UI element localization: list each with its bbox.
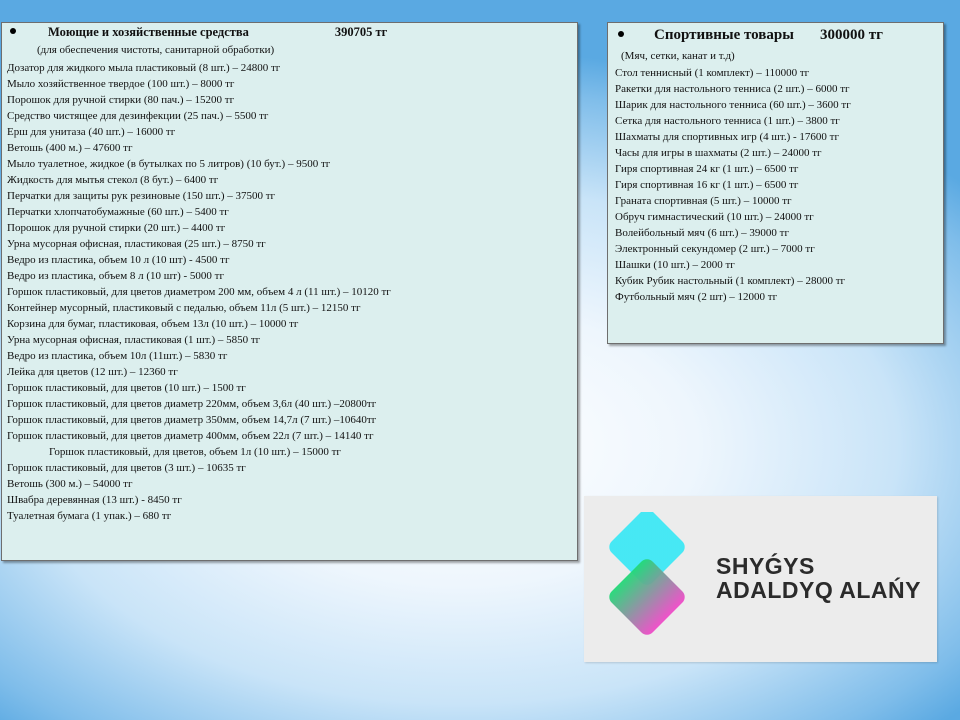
list-item: Урна мусорная офисная, пластиковая (25 шт.) – 8750 тг xyxy=(7,238,266,250)
list-item: Жидкость для мытья стекол (8 бут.) – 6400 тг xyxy=(7,174,219,186)
logo-line-1: SHYǴYS xyxy=(716,553,815,579)
list-item: Гиря спортивная 16 кг (1 шт.) – 6500 тг xyxy=(615,179,799,191)
sports-goods-title: Спортивные товары xyxy=(654,27,794,43)
list-item: Граната спортивная (5 шт.) – 10000 тг xyxy=(615,195,792,207)
list-item: Перчатки хлопчатобумажные (60 шт.) – 5400 тг xyxy=(7,206,229,218)
list-item: Стол теннисный (1 комплект) – 110000 тг xyxy=(615,67,810,79)
sports-goods-panel xyxy=(607,22,944,344)
list-item: Гиря спортивная 24 кг (1 шт.) – 6500 тг xyxy=(615,163,799,175)
list-item: Ведро из пластика, объем 8 л (10 шт) - 5000 тг xyxy=(7,270,224,282)
logo-wordmark xyxy=(716,554,921,602)
list-item: Сетка для настольного тенниса (1 шт.) – 3800 тг xyxy=(615,115,840,127)
list-item: Ветошь (300 м.) – 54000 тг xyxy=(7,478,133,490)
list-item: Горшок пластиковый, для цветов диаметром 200 мм, объем 4 л (11 шт.) – 10120 тг xyxy=(7,286,391,298)
cleaning-supplies-subtitle: (для обеспечения чистоты, санитарной обработки) xyxy=(37,44,275,56)
list-item: Порошок для ручной стирки (80 пач.) – 15200 тг xyxy=(7,94,235,106)
list-item: Урна мусорная офисная, пластиковая (1 шт.) – 5850 тг xyxy=(7,334,261,346)
list-item: Ведро из пластика, объем 10 л (10 шт) - 4500 тг xyxy=(7,254,230,266)
list-item: Часы для игры в шахматы (2 шт.) – 24000 тг xyxy=(615,147,822,159)
logo-gradient-diamond xyxy=(606,556,688,638)
list-item: Горшок пластиковый, для цветов (3 шт.) – 10635 тг xyxy=(7,462,246,474)
list-item: Швабра деревянная (13 шт.) - 8450 тг xyxy=(7,494,182,506)
list-item: Шашки (10 шт.) – 2000 тг xyxy=(615,259,735,271)
list-item: Кубик Рубик настольный (1 комплект) – 28000 тг xyxy=(615,275,846,287)
sports-goods-header xyxy=(615,27,937,49)
list-item: Дозатор для жидкого мыла пластиковый (8 шт.) – 24800 тг xyxy=(7,62,281,74)
list-item: Ветошь (400 м.) – 47600 тг xyxy=(7,142,133,154)
bullet-icon xyxy=(10,28,16,34)
sports-goods-subtitle: (Мяч, сетки, канат и т.д) xyxy=(621,50,735,62)
cleaning-supplies-title: Моющие и хозяйственные средства xyxy=(48,25,249,39)
logo-mark-icon xyxy=(598,512,710,644)
list-item: Корзина для бумаг, пластиковая, объем 13л (10 шт.) – 10000 тг xyxy=(7,318,299,330)
list-item: Контейнер мусорный, пластиковый с педалью, объем 11л (5 шт.) – 12150 тг xyxy=(7,302,361,314)
list-item: Лейка для цветов (12 шт.) – 12360 тг xyxy=(7,366,178,378)
list-item: Волейбольный мяч (6 шт.) – 39000 тг xyxy=(615,227,789,239)
list-item: Мыло хозяйственное твердое (100 шт.) – 8000 тг xyxy=(7,78,235,90)
cleaning-supplies-total: 390705 тг xyxy=(334,25,388,39)
list-item: Шарик для настольного тенниса (60 шт.) – 3600 тг xyxy=(615,99,851,111)
list-item: Горшок пластиковый, для цветов диаметр 400мм, объем 22л (7 шт.) – 14140 тг xyxy=(7,430,374,442)
sports-goods-list xyxy=(615,65,937,305)
list-item: Горшок пластиковый, для цветов диаметр 350мм, объем 14,7л (7 шт.) –10640тг xyxy=(7,414,377,426)
list-item: Мыло туалетное, жидкое (в бутылках по 5 литров) (10 бут.) – 9500 тг xyxy=(7,158,331,170)
list-item: Ракетки для настольного тенниса (2 шт.) – 6000 тг xyxy=(615,83,850,95)
cleaning-supplies-panel xyxy=(1,22,578,561)
bullet-icon xyxy=(618,31,624,37)
list-item: Средство чистящее для дезинфекции (25 пач.) – 5500 тг xyxy=(7,110,269,122)
list-item: Электронный секундомер (2 шт.) – 7000 тг xyxy=(615,243,815,255)
list-item: Горшок пластиковый, для цветов диаметр 220мм, объем 3,6л (40 шт.) –20800тг xyxy=(7,398,377,410)
list-item: Перчатки для защиты рук резиновые (150 шт.) – 37500 тг xyxy=(7,190,276,202)
logo-card xyxy=(584,496,937,662)
list-item: Шахматы для спортивных игр (4 шт.) - 17600 тг xyxy=(615,131,840,143)
sports-goods-total: 300000 тг xyxy=(819,27,883,43)
cleaning-supplies-list xyxy=(7,60,573,524)
list-item: Горшок пластиковый, для цветов, объем 1л (10 шт.) – 15000 тг xyxy=(49,446,341,458)
list-item: Горшок пластиковый, для цветов (10 шт.) – 1500 тг xyxy=(7,382,246,394)
list-item: Ерш для унитаза (40 шт.) – 16000 тг xyxy=(7,126,176,138)
logo-line-2: ADALDYQ ALAŃY xyxy=(716,577,921,603)
list-item: Футбольный мяч (2 шт) – 12000 тг xyxy=(615,291,778,303)
list-item: Обруч гимнастический (10 шт.) – 24000 тг xyxy=(615,211,814,223)
list-item: Туалетная бумага (1 упак.) – 680 тг xyxy=(7,510,172,522)
cleaning-supplies-header xyxy=(7,25,573,43)
list-item: Порошок для ручной стирки (20 шт.) – 4400 тг xyxy=(7,222,226,234)
list-item: Ведро из пластика, объем 10л (11шт.) – 5830 тг xyxy=(7,350,228,362)
